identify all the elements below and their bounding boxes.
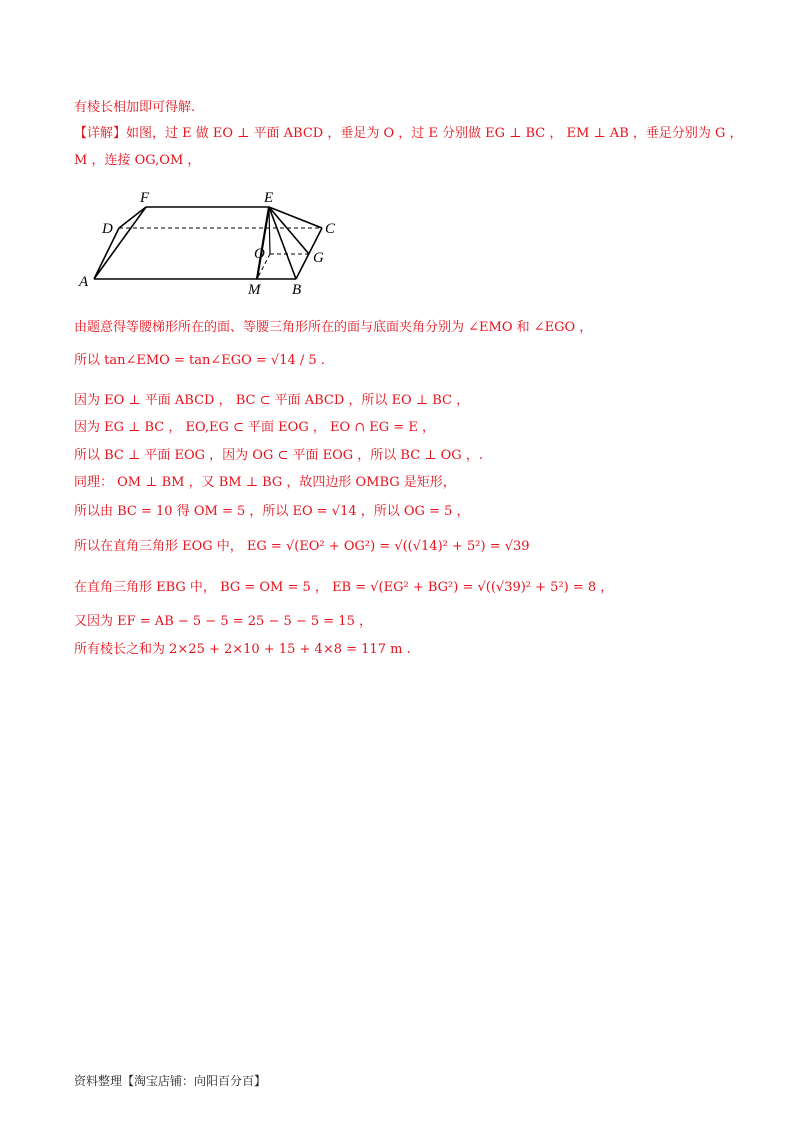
text-line-7: 因为 EG ⊥ BC ， EO,EG ⊂ 平面 EOG ， EO ∩ EG = E ， — [74, 420, 435, 435]
text-line-5: 所以 tan∠EMO = tan∠EGO = √14 / 5 . — [74, 353, 325, 368]
geometry-figure — [74, 186, 344, 298]
edge-AF — [94, 207, 146, 279]
text-line-3: M ，连接 OG,OM ， — [74, 153, 201, 168]
text-line-14: 所有棱长之和为 2×25 + 2×10 + 15 + 4×8 = 117 m . — [74, 642, 411, 657]
label-M: M — [248, 282, 261, 298]
edge-EB — [269, 207, 296, 279]
label-C: C — [325, 221, 336, 237]
text-line-10: 所以由 BC = 10 得 OM = 5 ，所以 EO = √14 ，所以 OG = 5 ， — [74, 504, 470, 519]
text-line-6: 因为 EO ⊥ 平面 ABCD ， BC ⊂ 平面 ABCD ，所以 EO ⊥ BC ， — [74, 393, 470, 408]
edge-EO — [269, 207, 270, 254]
label-O: O — [254, 246, 265, 262]
text-line-8: 所以 BC ⊥ 平面 EOG ，因为 OG ⊂ 平面 EOG ，所以 BC ⊥ OG ，. — [74, 448, 483, 463]
text-line-9: 同理： OM ⊥ BM ，又 BM ⊥ BG ，故四边形 OMBG 是矩形， — [74, 475, 456, 490]
label-F: F — [140, 190, 150, 206]
text-line-12: 在直角三角形 EBG 中， BG = OM = 5 ， EB = √(EG² + BG²) = √((√39)² + 5²) = 8 ， — [74, 580, 614, 595]
label-B: B — [292, 282, 302, 298]
text-line-11: 所以在直角三角形 EOG 中， EG = √(EO² + OG²) = √((√14)² + 5²) = √39 — [74, 539, 530, 554]
label-E: E — [264, 190, 274, 206]
label-D: D — [102, 221, 113, 237]
text-line-1: 有棱长相加即可得解. — [74, 100, 196, 115]
text-line-13: 又因为 EF = AB − 5 − 5 = 25 − 5 − 5 = 15 ， — [74, 614, 372, 629]
label-A: A — [79, 274, 89, 290]
text-line-4: 由题意得等腰梯形所在的面、等腰三角形所在的面与底面夹角分别为 ∠EMO 和 ∠EGO ， — [74, 320, 593, 335]
text-line-2: 【详解】如图，过 E 做 EO ⊥ 平面 ABCD ，垂足为 O ，过 E 分别做 EG ⊥ BC ， EM ⊥ AB ，垂足分别为 G ， — [74, 126, 743, 141]
label-G: G — [313, 250, 324, 266]
edge-EG — [269, 207, 309, 254]
footer-source: 资料整理【淘宝店铺：向阳百分百】 — [74, 1074, 267, 1088]
